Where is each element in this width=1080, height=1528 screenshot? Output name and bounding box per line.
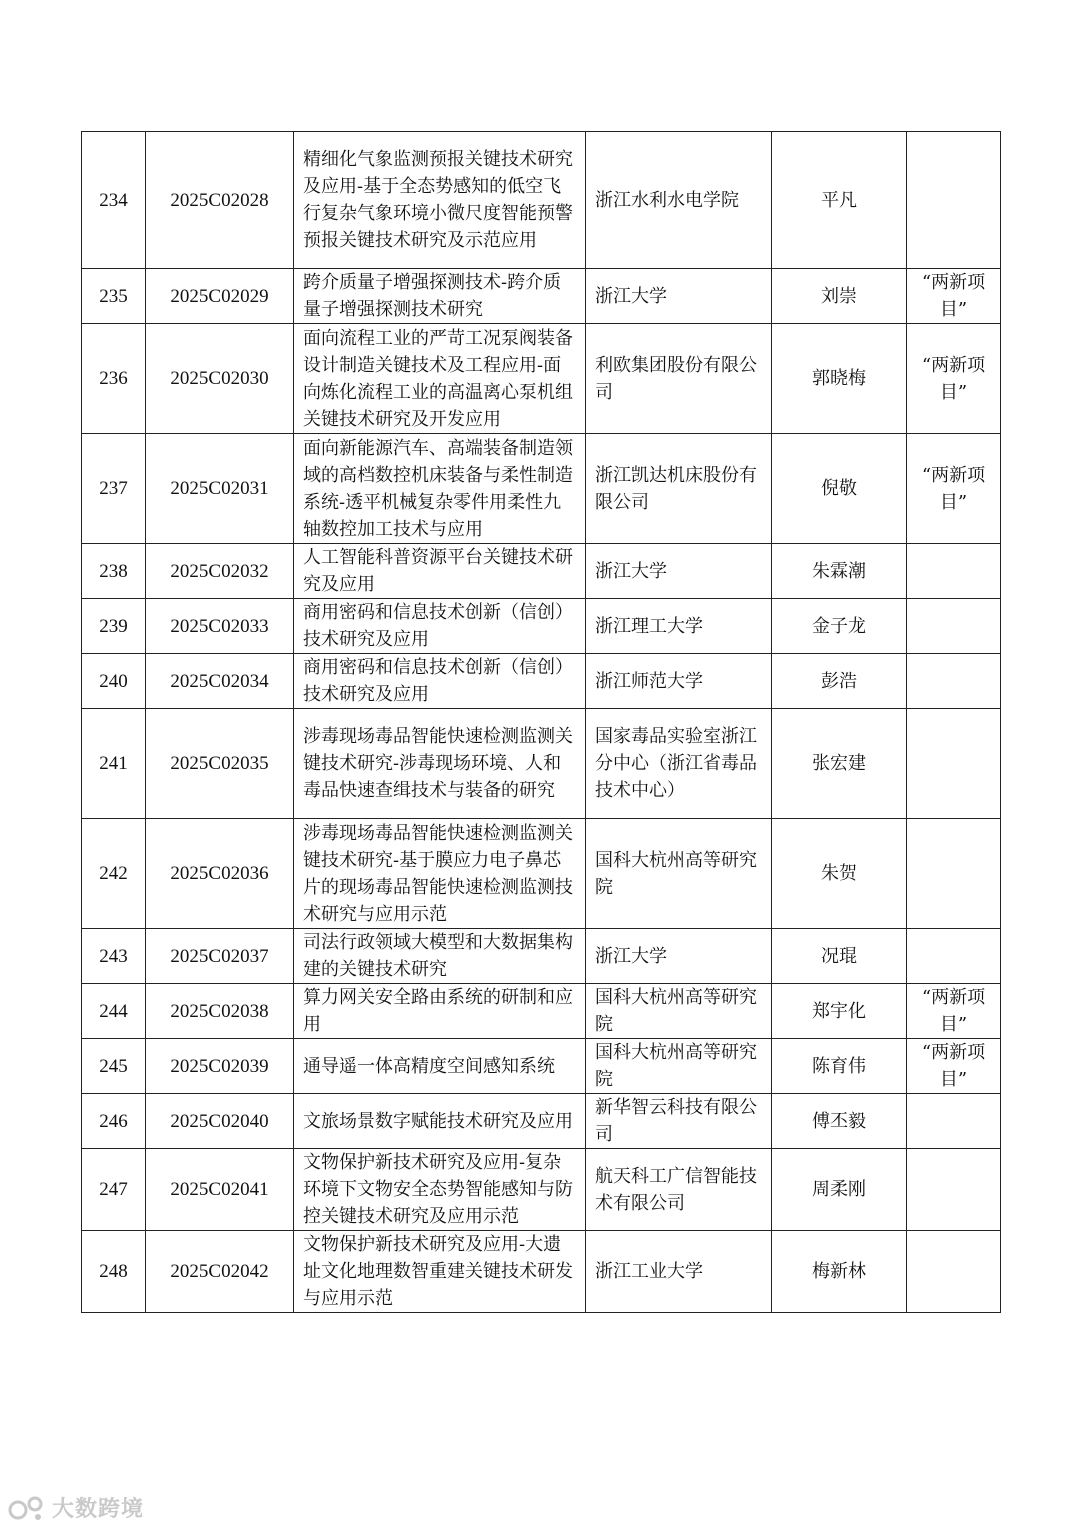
row-index: 247 (82, 1149, 146, 1231)
remark (907, 819, 1001, 929)
table-row (82, 324, 1001, 434)
project-code: 2025C02038 (146, 984, 294, 1039)
table-row (82, 1094, 1001, 1149)
table-row (82, 654, 1001, 709)
remark (907, 654, 1001, 709)
organization: 航天科工广信智能技术有限公司 (586, 1149, 772, 1231)
organization: 新华智云科技有限公司 (586, 1094, 772, 1149)
project-name: 面向新能源汽车、高端装备制造领域的高档数控机床装备与柔性制造系统-透平机械复杂零件用柔性九轴数控加工技术与应用 (294, 434, 586, 544)
row-index: 241 (82, 709, 146, 819)
row-index: 245 (82, 1039, 146, 1094)
remark: “两新项目” (907, 434, 1001, 544)
row-index: 234 (82, 132, 146, 269)
row-index: 246 (82, 1094, 146, 1149)
remark (907, 929, 1001, 984)
table-row (82, 269, 1001, 324)
organization: 浙江大学 (586, 544, 772, 599)
project-leader: 朱霖潮 (772, 544, 907, 599)
project-leader: 陈育伟 (772, 1039, 907, 1094)
remark: “两新项目” (907, 269, 1001, 324)
organization: 浙江水利水电学院 (586, 132, 772, 269)
project-leader: 郭晓梅 (772, 324, 907, 434)
project-name: 面向流程工业的严苛工况泵阀装备设计制造关键技术及工程应用-面向炼化流程工业的高温离心泵机组关键技术研究及开发应用 (294, 324, 586, 434)
project-name: 涉毒现场毒品智能快速检测监测关键技术研究-涉毒现场环境、人和毒品快速查缉技术与装备的研究 (294, 709, 586, 819)
remark (907, 599, 1001, 654)
project-code: 2025C02032 (146, 544, 294, 599)
remark (907, 1231, 1001, 1313)
project-table (81, 131, 1001, 1313)
table-row (82, 132, 1001, 269)
project-code: 2025C02037 (146, 929, 294, 984)
project-name: 商用密码和信息技术创新（信创）技术研究及应用 (294, 599, 586, 654)
project-code: 2025C02039 (146, 1039, 294, 1094)
table-row (82, 819, 1001, 929)
row-index: 238 (82, 544, 146, 599)
row-index: 235 (82, 269, 146, 324)
row-index: 240 (82, 654, 146, 709)
project-leader: 张宏建 (772, 709, 907, 819)
table-row (82, 929, 1001, 984)
project-leader: 平凡 (772, 132, 907, 269)
remark (907, 1094, 1001, 1149)
project-name: 精细化气象监测预报关键技术研究及应用-基于全态势感知的低空飞行复杂气象环境小微尺度智能预警预报关键技术研究及示范应用 (294, 132, 586, 269)
project-leader: 梅新林 (772, 1231, 907, 1313)
project-leader: 周柔刚 (772, 1149, 907, 1231)
organization: 浙江大学 (586, 269, 772, 324)
project-leader: 况琨 (772, 929, 907, 984)
project-code: 2025C02028 (146, 132, 294, 269)
row-index: 242 (82, 819, 146, 929)
project-leader: 倪敬 (772, 434, 907, 544)
project-leader: 郑宇化 (772, 984, 907, 1039)
table-row (82, 1149, 1001, 1231)
table-row (82, 984, 1001, 1039)
project-leader: 金子龙 (772, 599, 907, 654)
brand-logo-icon (8, 1494, 48, 1522)
project-name: 跨介质量子增强探测技术-跨介质量子增强探测技术研究 (294, 269, 586, 324)
organization: 浙江工业大学 (586, 1231, 772, 1313)
project-name: 司法行政领域大模型和大数据集构建的关键技术研究 (294, 929, 586, 984)
organization: 国家毒品实验室浙江分中心（浙江省毒品技术中心） (586, 709, 772, 819)
project-leader: 彭浩 (772, 654, 907, 709)
project-code: 2025C02042 (146, 1231, 294, 1313)
watermark-text: 大数跨境 (52, 1497, 145, 1522)
remark (907, 132, 1001, 269)
project-name: 算力网关安全路由系统的研制和应用 (294, 984, 586, 1039)
row-index: 237 (82, 434, 146, 544)
project-code: 2025C02034 (146, 654, 294, 709)
organization: 国科大杭州高等研究院 (586, 984, 772, 1039)
row-index: 243 (82, 929, 146, 984)
remark: “两新项目” (907, 984, 1001, 1039)
project-code: 2025C02036 (146, 819, 294, 929)
project-name: 涉毒现场毒品智能快速检测监测关键技术研究-基于膜应力电子鼻芯片的现场毒品智能快速检测监测技术研究与应用示范 (294, 819, 586, 929)
project-name: 商用密码和信息技术创新（信创）技术研究及应用 (294, 654, 586, 709)
project-leader: 刘崇 (772, 269, 907, 324)
project-leader: 朱贺 (772, 819, 907, 929)
project-name: 文物保护新技术研究及应用-大遗址文化地理数智重建关键技术研发与应用示范 (294, 1231, 586, 1313)
project-code: 2025C02040 (146, 1094, 294, 1149)
organization: 浙江大学 (586, 929, 772, 984)
watermark (8, 1492, 144, 1523)
project-code: 2025C02031 (146, 434, 294, 544)
organization: 国科大杭州高等研究院 (586, 1039, 772, 1094)
project-code: 2025C02030 (146, 324, 294, 434)
project-code: 2025C02035 (146, 709, 294, 819)
table-row (82, 434, 1001, 544)
remark: “两新项目” (907, 1039, 1001, 1094)
row-index: 248 (82, 1231, 146, 1313)
organization: 浙江凯达机床股份有限公司 (586, 434, 772, 544)
row-index: 236 (82, 324, 146, 434)
remark (907, 1149, 1001, 1231)
table-row (82, 544, 1001, 599)
project-name: 通导遥一体高精度空间感知系统 (294, 1039, 586, 1094)
table-row (82, 1231, 1001, 1313)
remark: “两新项目” (907, 324, 1001, 434)
row-index: 239 (82, 599, 146, 654)
remark (907, 709, 1001, 819)
row-index: 244 (82, 984, 146, 1039)
project-code: 2025C02041 (146, 1149, 294, 1231)
table-row (82, 709, 1001, 819)
project-name: 文旅场景数字赋能技术研究及应用 (294, 1094, 586, 1149)
remark (907, 544, 1001, 599)
organization: 国科大杭州高等研究院 (586, 819, 772, 929)
project-leader: 傅丕毅 (772, 1094, 907, 1149)
organization: 浙江理工大学 (586, 599, 772, 654)
table-row (82, 1039, 1001, 1094)
project-code: 2025C02033 (146, 599, 294, 654)
project-name: 文物保护新技术研究及应用-复杂环境下文物安全态势智能感知与防控关键技术研究及应用示范 (294, 1149, 586, 1231)
organization: 浙江师范大学 (586, 654, 772, 709)
project-name: 人工智能科普资源平台关键技术研究及应用 (294, 544, 586, 599)
table-row (82, 599, 1001, 654)
project-code: 2025C02029 (146, 269, 294, 324)
organization: 利欧集团股份有限公司 (586, 324, 772, 434)
